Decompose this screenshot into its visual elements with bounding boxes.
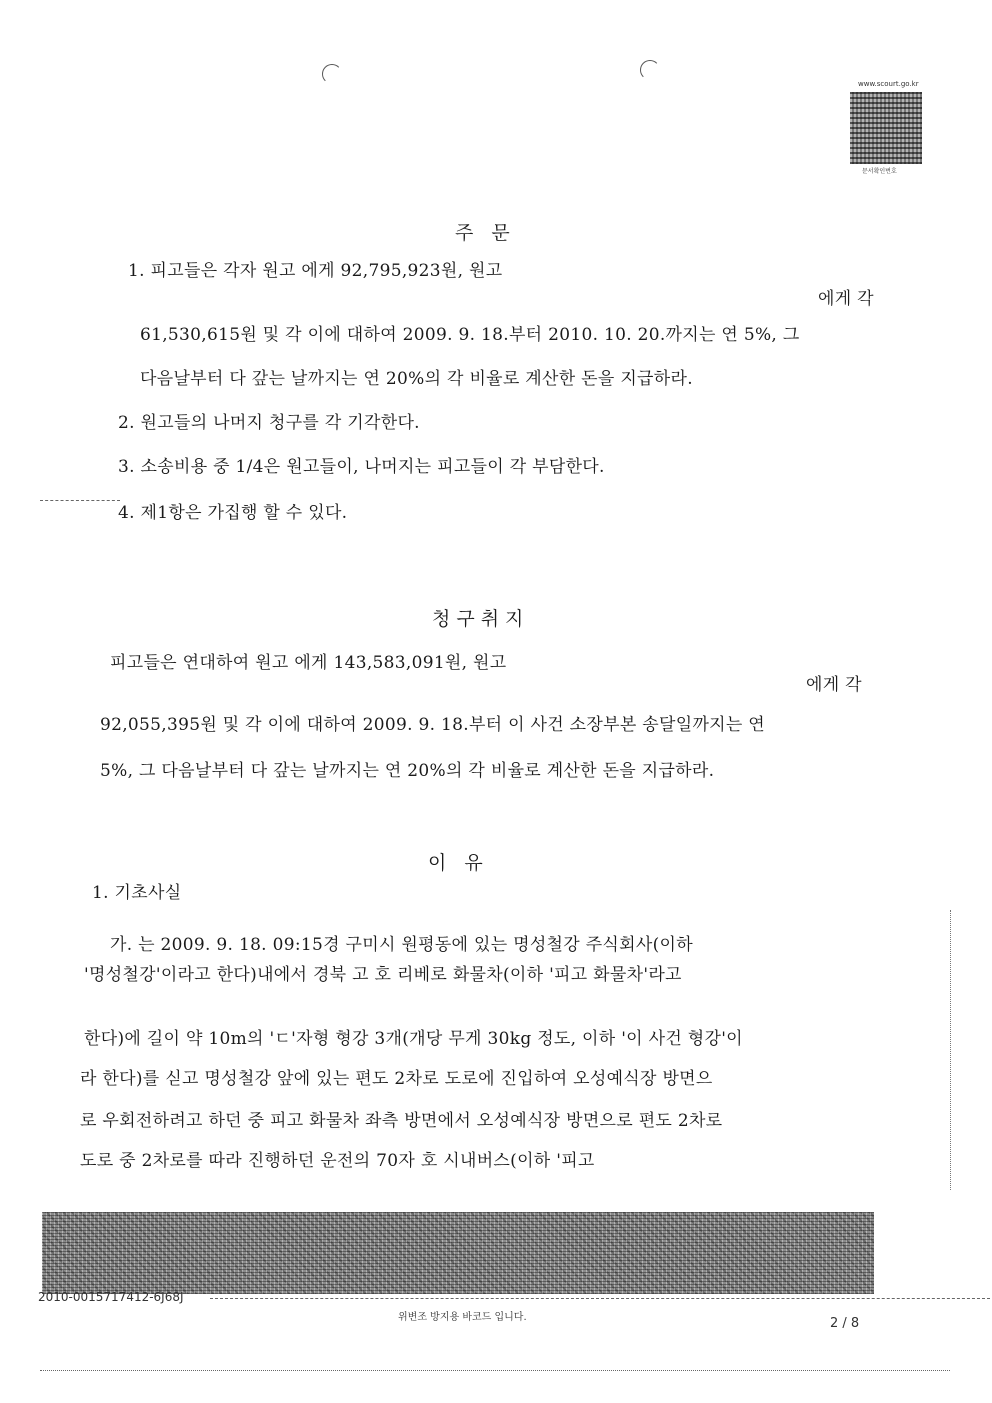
- claim-heading: 청구취지: [432, 608, 530, 630]
- punch-hole-left: [322, 64, 342, 84]
- qr-code-block: [850, 80, 922, 175]
- qr-caption: 문서확인번호: [862, 168, 897, 175]
- reason-line-1: 가. 는 2009. 9. 18. 09:15경 구미시 원평동에 있는 명성철강 주식회사(이하: [110, 935, 693, 955]
- judgment-item-4: 4. 제1항은 가집행 할 수 있다.: [118, 503, 348, 523]
- reason-section-title: 1. 기초사실: [92, 883, 182, 903]
- reason-line-6: 도로 중 2차로를 따라 진행하던 운전의 70자 호 시내버스(이하 '피고: [80, 1151, 595, 1171]
- reason-heading: 이 유: [428, 852, 489, 874]
- footer-dash-line: [210, 1298, 990, 1299]
- bottom-scan-line: [40, 1370, 950, 1371]
- claim-line-3: 5%, 그 다음날부터 다 갚는 날까지는 연 20%의 각 비율로 계산한 돈을 지급하라.: [100, 761, 715, 781]
- qr-url: www.scourt.go.kr: [858, 80, 919, 88]
- judgment-line-2: 61,530,615원 및 각 이에 대하여 2009. 9. 18.부터 2010. 10. 20.까지는 연 5%, 그: [140, 325, 800, 345]
- qr-code-icon: [850, 92, 922, 164]
- judgment-line-1: 1. 피고들은 각자 원고 에게 92,795,923원, 원고: [128, 261, 503, 281]
- claim-line-1-tail: 에게 각: [806, 675, 862, 695]
- reason-line-4: 라 한다)를 싣고 명성철강 앞에 있는 편도 2차로 도로에 진입하여 오성예식장 방면으: [80, 1069, 713, 1089]
- document-number: 2010-0015717412-6J68J: [38, 1290, 184, 1304]
- claim-line-2: 92,055,395원 및 각 이에 대하여 2009. 9. 18.부터 이 사건 소장부본 송달일까지는 연: [100, 715, 766, 735]
- claim-line-1: 피고들은 연대하여 원고 에게 143,583,091원, 원고: [110, 653, 507, 673]
- scan-edge-line: [950, 910, 951, 1190]
- page-number: 2 / 8: [830, 1316, 860, 1331]
- page-fold-line: [40, 500, 120, 501]
- reason-line-3: 한다)에 길이 약 10m의 'ㄷ'자형 형강 3개(개당 무게 30kg 정도, 이하 '이 사건 형강'이: [84, 1029, 743, 1049]
- judgment-heading: 주 문: [455, 222, 516, 244]
- punch-hole-right: [640, 60, 660, 80]
- anti-forgery-notice: 위변조 방지용 바코드 입니다.: [398, 1312, 527, 1323]
- reason-line-2: '명성철강'이라고 한다)내에서 경북 고 호 리베로 화물차(이하 '피고 화물차'라고: [84, 965, 682, 985]
- reason-line-5: 로 우회전하려고 하던 중 피고 화물차 좌측 방면에서 오성예식장 방면으로 편도 2차로: [80, 1111, 723, 1131]
- judgment-item-2: 2. 원고들의 나머지 청구를 각 기각한다.: [118, 413, 420, 433]
- judgment-line-1-tail: 에게 각: [818, 289, 874, 309]
- judgment-line-3: 다음날부터 다 갚는 날까지는 연 20%의 각 비율로 계산한 돈을 지급하라.: [140, 369, 693, 389]
- anti-forgery-barcode: [42, 1212, 874, 1294]
- judgment-item-3: 3. 소송비용 중 1/4은 원고들이, 나머지는 피고들이 각 부담한다.: [118, 457, 605, 477]
